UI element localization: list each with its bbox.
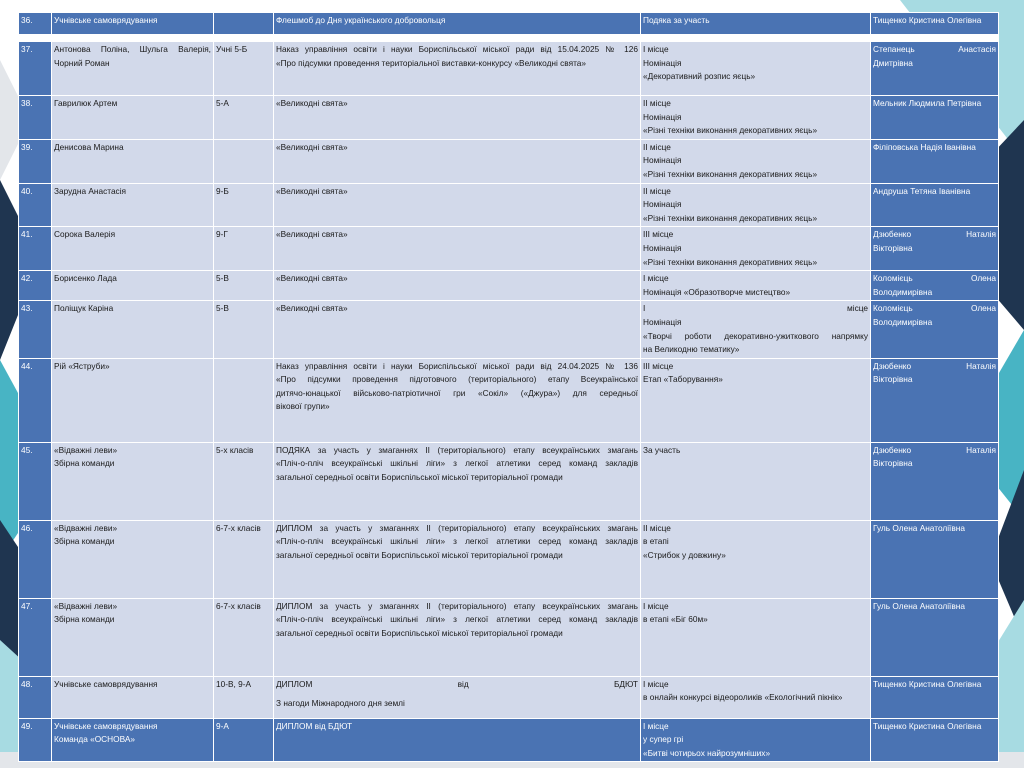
participant-cell-line: Учнівське самоврядування <box>54 720 158 731</box>
event-cell-line: дитячо-юнацької військово-патріотичної гри «Сокіл» («Джура») для середньої <box>276 387 638 398</box>
event-cell-line: ДИПЛОМ від БДЮТ <box>276 720 353 731</box>
event-cell <box>274 598 641 676</box>
event-cell-line: «Про підсумки проведення територіальної виставки-конкурсу «Великодні свята» <box>276 57 587 68</box>
row-number: 41. <box>19 227 52 271</box>
participant-cell-line: Збірна команди <box>54 614 115 625</box>
participant-cell <box>52 96 214 140</box>
teacher-cell <box>871 301 999 358</box>
table-row <box>19 598 999 676</box>
event-cell <box>274 96 641 140</box>
result-cell-line: Номінація <box>643 57 682 68</box>
result-cell-line: «Творчі роботи декоративно-ужиткового напрямку <box>643 330 868 341</box>
teacher-cell-line: Вікторівна <box>873 458 913 469</box>
result-cell-line: «Різні техніки виконання декоративних яєць» <box>643 212 818 223</box>
event-cell-line: «Про підсумки проведення підготовчого (територіального) етапу Всеукраїнської <box>276 374 638 385</box>
row-number: 37. <box>19 42 52 96</box>
row-number: 47. <box>19 598 52 676</box>
participant-cell-line: Чорний Роман <box>54 57 110 68</box>
participant-cell <box>52 183 214 227</box>
participant-cell <box>52 520 214 598</box>
class-cell: 9-Б <box>214 183 274 227</box>
participant-cell-line: «Відважні леви» <box>54 522 118 533</box>
event-cell <box>274 42 641 96</box>
participant-cell-line: Поліщук Каріна <box>54 303 114 314</box>
participant-cell <box>52 718 214 762</box>
teacher-cell: Тищенко Кристина Олегівна <box>871 13 999 35</box>
teacher-cell-line: Степанець Анастасія <box>873 44 996 54</box>
result-cell-line: «Різні техніки виконання декоративних яєць» <box>643 256 818 267</box>
event-cell-line: загальної середньої освіти Бориспільської міської територіальної громади <box>276 471 563 482</box>
event-cell-line: З нагоди Міжнародного дня землі <box>276 698 405 709</box>
result-cell-line: ІІ місце <box>643 185 671 196</box>
result-cell-line: «Різні техніки виконання декоративних яєць» <box>643 125 818 136</box>
row-number: 36. <box>19 13 52 35</box>
awards-table <box>18 12 999 762</box>
event-cell <box>274 301 641 358</box>
class-cell <box>214 13 274 35</box>
result-cell-line: І місце <box>643 273 669 284</box>
table-row <box>19 183 999 227</box>
event-cell <box>274 139 641 183</box>
class-cell: Учні 5-Б <box>214 42 274 96</box>
result-cell-line: Номінація «Образотворче мистецтво» <box>643 286 791 297</box>
result-cell-line: ІІ місце <box>643 141 671 152</box>
event-cell-line: «Пліч-о-пліч всеукраїнські шкільні ліги» з легкої атлетики серед команд закладів <box>276 614 638 625</box>
event-cell-line: ПОДЯКА за участь у змаганнях ІІ (територіального) етапу всеукраїнських змагань <box>276 444 638 455</box>
teacher-cell-line: Володимирівна <box>873 286 933 297</box>
result-cell-line: в онлайн конкурсі відеороликів «Екологічний пікнік» <box>643 692 843 703</box>
participant-cell-line: Сорока Валерія <box>54 229 116 240</box>
event-cell-line: ДИПЛОМ від БДЮТ <box>276 678 638 689</box>
result-cell <box>641 358 871 442</box>
result-cell-line: І місце <box>643 678 669 689</box>
participant-cell-line: «Відважні леви» <box>54 600 118 611</box>
teacher-cell-line: Коломієць Олена <box>873 273 996 284</box>
event-cell-line: ДИПЛОМ за участь у змаганнях ІІ (територіального) етапу всеукраїнських змагань <box>276 600 638 611</box>
table-row <box>19 358 999 442</box>
result-cell <box>641 227 871 271</box>
class-cell <box>214 358 274 442</box>
result-cell-line: в етапі «Біг 60м» <box>643 614 708 625</box>
teacher-cell-line: Тищенко Кристина Олегівна <box>873 678 982 689</box>
event-cell-line: «Великодні свята» <box>276 141 348 152</box>
result-cell-line: Номінація <box>643 316 682 327</box>
teacher-cell-line: Гуль Олена Анатоліївна <box>873 522 965 533</box>
result-cell-line: І місце <box>643 44 669 54</box>
row-number: 39. <box>19 139 52 183</box>
participant-cell-line: Рій «Яструби» <box>54 360 110 371</box>
class-cell: 9-А <box>214 718 274 762</box>
result-cell-line: І місце <box>643 720 669 731</box>
result-cell <box>641 520 871 598</box>
participant-cell <box>52 139 214 183</box>
participant-cell-line: Зарудна Анастасія <box>54 185 127 196</box>
teacher-cell <box>871 598 999 676</box>
result-cell-line: І місце <box>643 303 868 314</box>
result-cell-line: в етапі <box>643 536 669 547</box>
teacher-cell-line: Дзюбенко Наталія <box>873 229 996 240</box>
event-cell <box>274 676 641 718</box>
participant-cell <box>52 676 214 718</box>
teacher-cell <box>871 271 999 301</box>
event-cell-line: «Великодні свята» <box>276 98 348 108</box>
result-cell-line: ІІ місце <box>643 98 671 108</box>
class-cell: 5-х класів <box>214 442 274 520</box>
row-number: 48. <box>19 676 52 718</box>
result-cell-line: «Різні техніки виконання декоративних яєць» <box>643 168 818 179</box>
result-cell-line: Номінація <box>643 199 682 210</box>
table-row <box>19 676 999 718</box>
row-number: 44. <box>19 358 52 442</box>
teacher-cell-line: Коломієць Олена <box>873 303 996 314</box>
participant-cell <box>52 301 214 358</box>
event-cell: Флешмоб до Дня українського добровольця <box>274 13 641 35</box>
teacher-cell-line: Гуль Олена Анатоліївна <box>873 600 965 611</box>
result-cell-line: на Великодню тематику» <box>643 344 740 355</box>
result-cell <box>641 301 871 358</box>
teacher-cell <box>871 183 999 227</box>
event-cell-line: «Пліч-о-пліч всеукраїнські шкільні ліги» з легкої атлетики серед команд закладів <box>276 536 638 547</box>
result-cell-line: Номінація <box>643 111 682 122</box>
result-cell-line: ІІІ місце <box>643 360 674 371</box>
event-cell-line: вікової групи» <box>276 401 330 412</box>
participant-cell <box>52 227 214 271</box>
result-cell: Подяка за участь <box>641 13 871 35</box>
participant-cell <box>52 358 214 442</box>
result-cell-line: Етап «Таборування» <box>643 374 723 385</box>
participant-cell <box>52 271 214 301</box>
teacher-cell-line: Тищенко Кристина Олегівна <box>873 720 982 731</box>
participant-cell <box>52 42 214 96</box>
event-cell <box>274 718 641 762</box>
participant-cell-line: Учнівське самоврядування <box>54 678 158 689</box>
participant-cell-line: Гаврилюк Артем <box>54 98 118 108</box>
participant-cell-line: Денисова Марина <box>54 141 124 152</box>
row-number: 38. <box>19 96 52 140</box>
table-row <box>19 718 999 762</box>
result-cell <box>641 42 871 96</box>
class-cell: 5-В <box>214 271 274 301</box>
event-cell <box>274 227 641 271</box>
row-number: 49. <box>19 718 52 762</box>
teacher-cell <box>871 442 999 520</box>
table-row <box>19 96 999 140</box>
result-cell <box>641 271 871 301</box>
teacher-cell <box>871 139 999 183</box>
table-spacer <box>19 35 999 42</box>
event-cell-line: «Великодні свята» <box>276 185 348 196</box>
result-cell-line: За участь <box>643 444 681 455</box>
teacher-cell-line: Дмитрівна <box>873 57 913 68</box>
participant-cell-line: Антонова Поліна, Шульга Валерія, <box>54 44 211 54</box>
result-cell-line: ІІ місце <box>643 522 671 533</box>
teacher-cell <box>871 42 999 96</box>
teacher-cell-line: Дзюбенко Наталія <box>873 444 996 455</box>
teacher-cell <box>871 96 999 140</box>
event-cell-line: «Великодні свята» <box>276 273 348 284</box>
table-row <box>19 271 999 301</box>
result-cell-line: «Стрибок у довжину» <box>643 549 726 560</box>
row-number: 45. <box>19 442 52 520</box>
event-cell <box>274 271 641 301</box>
event-cell-line: ДИПЛОМ за участь у змаганнях ІІ (територіального) етапу всеукраїнських змагань <box>276 522 638 533</box>
result-cell <box>641 183 871 227</box>
teacher-cell <box>871 227 999 271</box>
event-cell-line: Наказ управління освіти і науки Бориспільської міської ради від 15.04.2025 № 126 <box>276 44 638 54</box>
class-cell: 5-А <box>214 96 274 140</box>
participant-cell: Учнівське самоврядування <box>52 13 214 35</box>
teacher-cell <box>871 520 999 598</box>
result-cell <box>641 96 871 140</box>
result-cell <box>641 442 871 520</box>
result-cell <box>641 598 871 676</box>
teacher-cell-line: Вікторівна <box>873 374 913 385</box>
participant-cell-line: Борисенко Лада <box>54 273 117 284</box>
result-cell-line: Номінація <box>643 155 682 166</box>
teacher-cell-line: Мельник Людмила Петрівна <box>873 98 982 108</box>
result-cell <box>641 139 871 183</box>
result-cell-line: «Битві чотирьох найрозумніших» <box>643 747 771 758</box>
class-cell: 9-Г <box>214 227 274 271</box>
result-cell-line: Номінація <box>643 242 682 253</box>
teacher-cell-line: Володимирівна <box>873 316 933 327</box>
event-cell-line: «Великодні свята» <box>276 229 348 240</box>
class-cell: 10-В, 9-А <box>214 676 274 718</box>
event-cell <box>274 358 641 442</box>
event-cell <box>274 442 641 520</box>
table-row <box>19 442 999 520</box>
event-cell-line: загальної середньої освіти Бориспільської міської територіальної громади <box>276 627 563 638</box>
row-number: 46. <box>19 520 52 598</box>
row-number: 40. <box>19 183 52 227</box>
teacher-cell <box>871 718 999 762</box>
event-cell-line: Наказ управління освіти і науки Бориспільської міської ради від 24.04.2025 № 136 <box>276 360 638 371</box>
row-number: 43. <box>19 301 52 358</box>
result-cell <box>641 718 871 762</box>
event-cell-line: загальної середньої освіти Бориспільської міської територіальної громади <box>276 549 563 560</box>
event-cell <box>274 183 641 227</box>
table-header-row <box>19 13 999 35</box>
class-cell: 5-В <box>214 301 274 358</box>
class-cell <box>214 139 274 183</box>
result-cell-line: І місце <box>643 600 669 611</box>
result-cell-line: ІІІ місце <box>643 229 674 240</box>
teacher-cell <box>871 676 999 718</box>
table-row <box>19 139 999 183</box>
result-cell-line: «Декоративний розпис яєць» <box>643 71 756 82</box>
participant-cell-line: Команда «ОСНОВА» <box>54 734 136 745</box>
participant-cell-line: Збірна команди <box>54 458 115 469</box>
teacher-cell-line: Вікторівна <box>873 242 913 253</box>
table-row <box>19 520 999 598</box>
row-number: 42. <box>19 271 52 301</box>
result-cell <box>641 676 871 718</box>
teacher-cell <box>871 358 999 442</box>
table-row <box>19 227 999 271</box>
teacher-cell-line: Філіповська Надія Іванівна <box>873 141 976 152</box>
teacher-cell-line: Андруша Тетяна Іванівна <box>873 185 971 196</box>
teacher-cell-line: Дзюбенко Наталія <box>873 360 996 371</box>
class-cell: 6-7-х класів <box>214 520 274 598</box>
participant-cell-line: «Відважні леви» <box>54 444 118 455</box>
participant-cell <box>52 598 214 676</box>
table-row <box>19 301 999 358</box>
participant-cell <box>52 442 214 520</box>
class-cell: 6-7-х класів <box>214 598 274 676</box>
result-cell-line: у супер грі <box>643 734 684 745</box>
table-row <box>19 42 999 96</box>
event-cell <box>274 520 641 598</box>
event-cell-line: «Великодні свята» <box>276 303 348 314</box>
event-cell-line: «Пліч-о-пліч всеукраїнські шкільні ліги» з легкої атлетики серед команд закладів <box>276 458 638 469</box>
participant-cell-line: Збірна команди <box>54 536 115 547</box>
